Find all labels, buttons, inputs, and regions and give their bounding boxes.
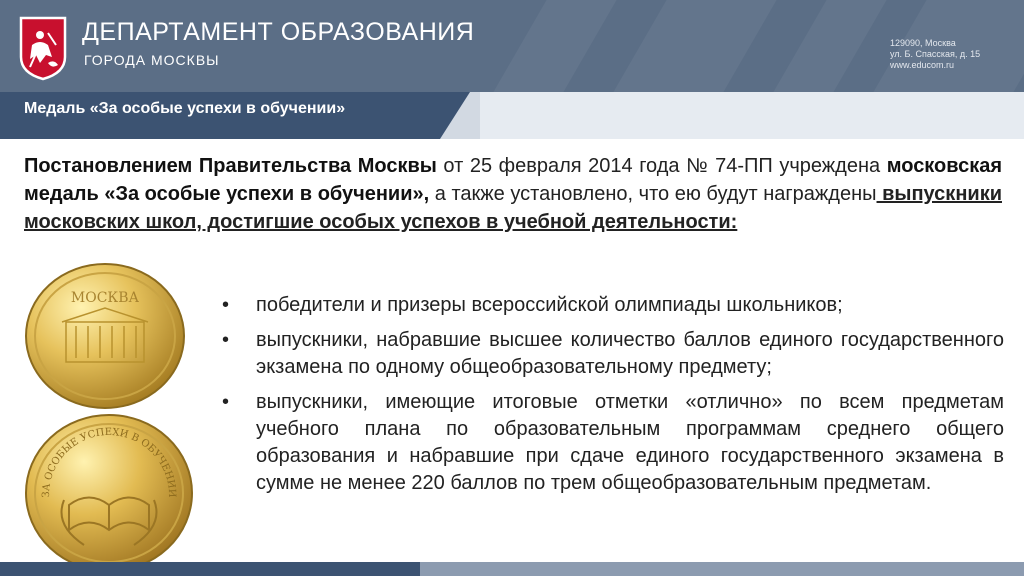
bullet-marker: • — [222, 329, 230, 351]
intro-paragraph — [24, 152, 1002, 236]
medal-front-image — [24, 262, 186, 410]
title-bar-light — [480, 92, 1024, 139]
footer-accent — [0, 562, 420, 576]
bullet-marker: • — [222, 294, 230, 316]
intro-bold-2: московская медаль «За особые успехи в обучении», — [24, 155, 1002, 205]
list-item-text: выпускники, набравшие высшее количество баллов единого государственного экзамена по одному общеобразовательному предмету; — [256, 329, 1004, 378]
list-item — [222, 389, 1004, 497]
address-block — [890, 38, 980, 71]
list-item-text: победители и призеры всероссийской олимпиады школьников; — [256, 294, 843, 316]
website-link[interactable]: www.educom.ru — [890, 60, 955, 70]
bullet-marker: • — [222, 391, 230, 413]
address-line: 129090, Москва — [890, 38, 956, 48]
list-item-text: выпускники, имеющие итоговые отметки «отлично» по всем предметам учебного плана по образовательным программам среднего общего образования и набравшие при сдаче единого государственного экзамена в сумме не менее 220 баллов по трем общеобразовательным предметам. — [256, 391, 1004, 494]
header-banner — [0, 0, 1024, 92]
address-line: ул. Б. Спасская, д. 15 — [890, 49, 981, 59]
list-item — [222, 292, 1004, 319]
intro-text-2: а также установлено, что ею будут награждены — [429, 183, 877, 205]
department-subtitle: ГОРОДА МОСКВЫ — [84, 52, 220, 68]
department-title: ДЕПАРТАМЕНТ ОБРАЗОВАНИЯ — [82, 18, 475, 46]
footer-bar — [0, 562, 1024, 576]
moscow-coat-of-arms-icon — [18, 15, 68, 81]
criteria-list — [222, 292, 1004, 505]
medal-back-image — [24, 410, 194, 572]
intro-bold-1: Постановлением Правительства Москвы — [24, 155, 437, 177]
slide-title: Медаль «За особые успехи в обучении» — [24, 100, 346, 117]
intro-text-1: от 25 февраля 2014 года № 74-ПП учреждена — [436, 155, 887, 177]
intro-highlight: выпускники московских школ, достигшие особых успехов в учебной деятельности: — [24, 183, 1002, 233]
medal-front-text: МОСКВА — [70, 290, 140, 306]
list-item — [222, 327, 1004, 381]
medal-back-text: ЗА ОСОБЫЕ УСПЕХИ В ОБУЧЕНИИ — [40, 426, 178, 498]
